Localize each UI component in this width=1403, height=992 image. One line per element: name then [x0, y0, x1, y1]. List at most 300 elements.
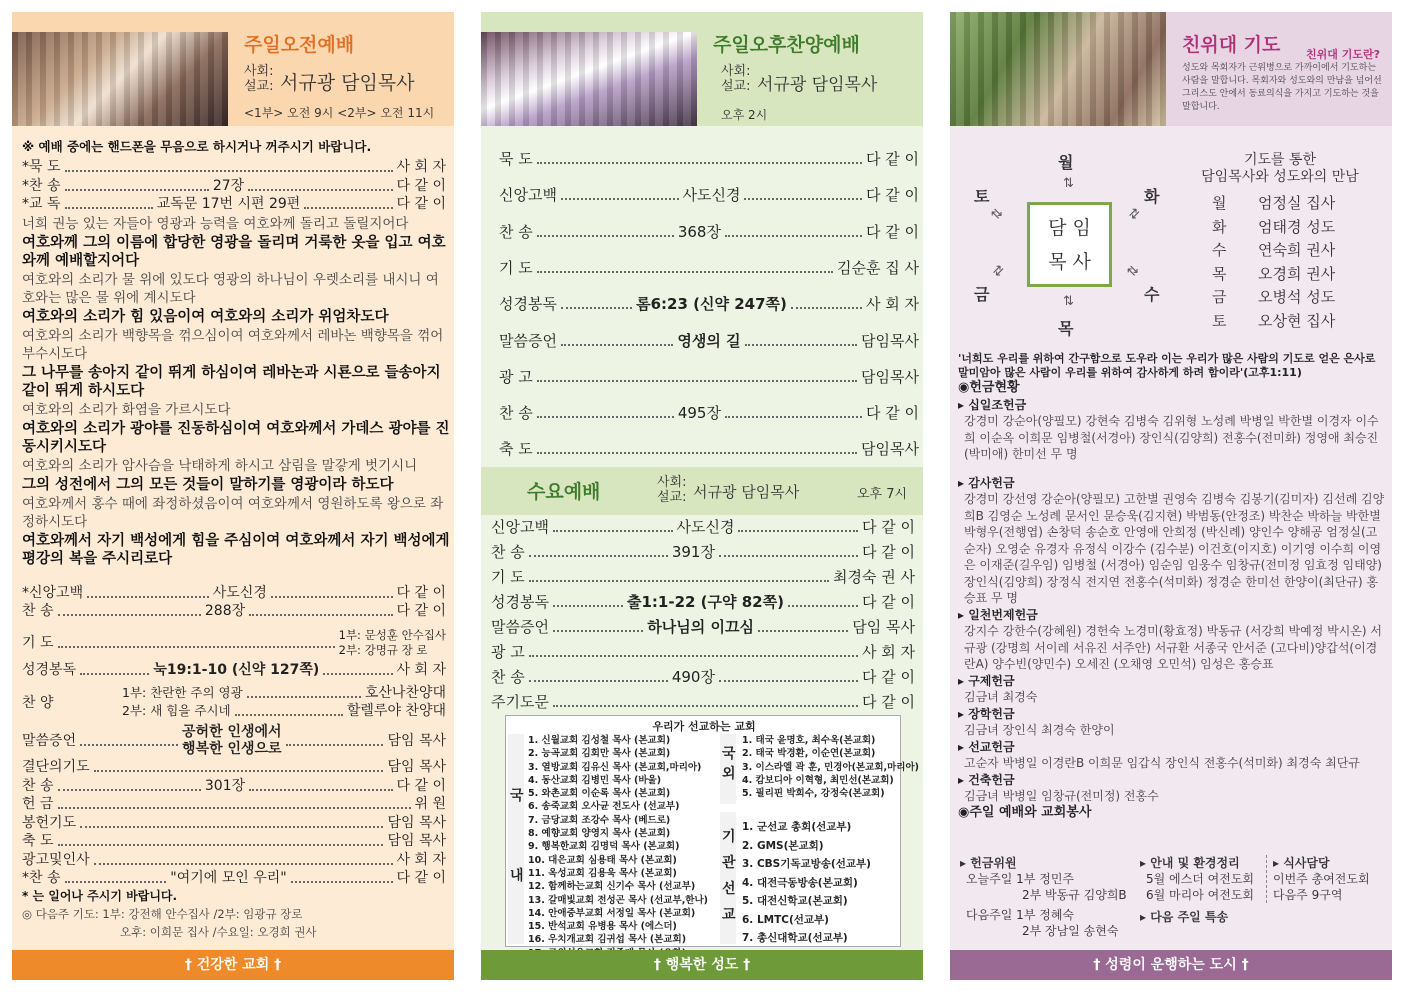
mission-item: 2. 태국 박경환, 이순연(본교회) — [742, 748, 876, 760]
mission-item: 5. 필리핀 박희수, 강정숙(본교회) — [742, 788, 885, 800]
order-row — [491, 568, 915, 586]
roster-day: 월 — [1212, 194, 1227, 212]
dot-leader — [65, 207, 153, 209]
roster-day: 금 — [1212, 288, 1227, 306]
order-row — [499, 150, 919, 168]
dot-leader — [271, 596, 393, 598]
missions-title: 우리가 선교하는 교회 — [652, 720, 756, 733]
order-label: 찬 양 — [22, 695, 54, 711]
dot-leader — [758, 630, 848, 632]
order-content: 301장 — [204, 777, 246, 794]
order-content: 사도신경 — [682, 186, 741, 205]
order-row — [22, 628, 446, 658]
order-label: 광 고 — [491, 643, 525, 661]
dot-leader — [738, 530, 858, 532]
mission-item: 15. 반석교회 유병용 목사 (에스더) — [528, 921, 677, 933]
dot-leader — [537, 162, 862, 164]
order-label: 찬 송 — [491, 668, 525, 686]
choir-song: 2부: 새 힘을 주시네 — [122, 703, 231, 718]
order-row — [22, 195, 446, 213]
dot-leader — [791, 307, 862, 309]
day-fri: 금 — [974, 285, 990, 304]
order-leader: 다 같 이 — [396, 196, 447, 212]
roster-day: 목 — [1212, 264, 1227, 283]
order-label: 기 도 — [491, 568, 525, 586]
responsive-reading: 여호와의 소리가 암사슴을 낙태하게 하시고 삼림을 말갛게 벗기시니 — [22, 458, 418, 474]
meal-head: ▸ 식사담당 — [1273, 856, 1330, 870]
order-row — [499, 295, 919, 313]
mission-item: 7. 금당교회 조강수 목사 (베드로) — [528, 814, 671, 826]
mission-item: 11. 옥성교회 김용욱 목사 (본교회) — [528, 867, 677, 879]
dot-leader — [537, 380, 857, 382]
dot-leader — [561, 307, 632, 309]
prayer-head — [1180, 152, 1380, 186]
committee-head: ▸ 헌금위원 — [960, 856, 1017, 870]
phone-notice: ※ 예배 중에는 핸드폰을 무음으로 하시거나 꺼주시기 바랍니다. — [22, 139, 372, 154]
order-row — [22, 869, 446, 887]
sermon-line: 행복한 인생으로 — [182, 741, 282, 757]
mission-item: 1. 태국 윤명호, 최수옥(본교회) — [742, 735, 876, 746]
mission-item: 16. 우치개교회 김귀섭 목사 (본교회) — [528, 934, 687, 946]
order-leader: 다 같 이 — [862, 668, 916, 686]
order-row — [499, 332, 919, 350]
dot-leader — [65, 170, 393, 172]
panel-title: 주일오전예배 — [244, 34, 355, 56]
order-leader: 담임 목사 — [387, 814, 446, 831]
tithe-head: ▸ 십일조헌금 — [958, 397, 1027, 412]
dot-leader — [537, 452, 857, 454]
next-prayer: 오후: 이희문 집사 /수요일: 오경희 권사 — [120, 925, 317, 939]
guide-line: 6월 마리아 여전도회 — [1146, 888, 1255, 902]
mission-item: 4. 캄보디아 이혁형, 최민선(본교회) — [742, 774, 894, 786]
responsive-reading-bold: 그의 성전에서 그의 모든 것들이 말하기를 영광이라 하도다 — [22, 477, 394, 493]
choir-song: 1부: 찬란한 주의 영광 — [122, 685, 243, 700]
mission-item: 6. 송죽교회 오사균 전도사 (선교부) — [528, 801, 680, 813]
order-leader: 다 같 이 — [396, 177, 447, 194]
order-label: 찬 송 — [491, 543, 525, 561]
roster-row — [1212, 239, 1335, 263]
order-content: 하나님의 이끄심 — [647, 618, 754, 636]
foreign-list — [742, 734, 919, 800]
mission-item: 3. 이스라엘 곽 훈, 민경아(본교회,마리아) — [742, 761, 920, 773]
order-label: *찬 송 — [22, 177, 61, 194]
relief-head: ▸ 구제헌금 — [958, 673, 1015, 688]
description: 성도와 목회자가 근위병으로 가까이에서 기도하는 사람을 말합니다. 목회자와 성도와의 만남을 넘어선 그리스도 안에서 동료의식을 가지고 기도하는 것을 말합니다. — [1182, 63, 1382, 112]
daily-names: 강지수 강한수(강혜원) 경헌숙 노경미(황효정) 박동규 (서강희 박예정 박시온) 서규광 (강명희 서이레 서유진 서주안) 서규환 서종국 안서준 (고다비)양갑석(이경란A) 양수빈(양민수) 오세진 (오채영 오민석) 임성은 홍승표 — [964, 624, 1382, 671]
dot-leader — [553, 705, 858, 707]
order-row — [22, 177, 446, 195]
wednesday-pastor: 서규광 담임목사 — [693, 483, 800, 501]
dot-leader — [323, 673, 392, 675]
dot-leader — [248, 189, 392, 191]
roles-label: 사회: 설교: — [721, 64, 751, 94]
choir-line — [122, 702, 446, 720]
roster-row — [1212, 263, 1335, 287]
dot-leader — [744, 198, 862, 200]
dot-leader — [529, 580, 829, 582]
institution-list — [742, 818, 871, 948]
pastor-name: 서규광 담임목사 — [757, 75, 878, 95]
dot-leader — [58, 614, 201, 616]
order-row — [491, 518, 915, 536]
prayer-line: 1부: 문성훈 안수집사 — [338, 628, 446, 642]
order-label: *묵 도 — [22, 159, 61, 175]
service-head: ◉주일 예배와 교회봉사 — [958, 804, 1092, 820]
order-row — [491, 543, 915, 561]
order-leader: 다 같 이 — [396, 870, 446, 886]
order-leader: 김순훈 집 사 — [837, 258, 919, 277]
order-leader: 사 회 자 — [396, 851, 446, 868]
order-label: 축 도 — [22, 833, 54, 849]
dot-leader — [80, 673, 149, 675]
meal-section — [1266, 855, 1370, 903]
order-label: 성경봉독 — [499, 295, 557, 314]
dot-leader — [561, 344, 673, 346]
wednesday-header — [481, 467, 923, 515]
mission-item: 8. 예향교회 양영지 목사 (본교회) — [528, 828, 671, 840]
next-prayer: ◎ 다음주 기도: 1부: 강전해 안수집사 /2부: 임광규 장로 — [22, 907, 303, 921]
order-leader: 다 같 이 — [866, 404, 920, 423]
dot-leader — [725, 416, 862, 418]
thanks-head: ▸ 감사헌금 — [958, 475, 1015, 490]
order-content: 391장 — [671, 543, 715, 561]
order-label: 찬 송 — [499, 222, 533, 241]
order-row — [499, 368, 919, 386]
order-leader: 위 원 — [414, 796, 446, 812]
order-label: 말씀증언 — [491, 618, 549, 636]
order-leader: 사 회 자 — [861, 643, 915, 661]
dot-leader — [249, 614, 392, 616]
panel-footer: † 행복한 성도 † — [481, 950, 923, 980]
roster-row — [1212, 286, 1335, 310]
order-leader: 담임 목사 — [387, 759, 446, 775]
order-label: 헌 금 — [22, 796, 54, 812]
dot-leader — [537, 235, 674, 237]
mission-item: 1. 신월교회 김성철 목사 (본교회) — [528, 735, 671, 746]
order-row — [22, 832, 446, 850]
order-label: 성경봉독 — [22, 662, 77, 678]
order-leader: 다 같 이 — [396, 603, 447, 619]
order-leader: 담임 목사 — [387, 833, 446, 849]
dot-leader — [65, 189, 209, 191]
order-leader: 다 같 이 — [862, 518, 916, 536]
offering-committee — [960, 855, 1127, 939]
responsive-reading-bold: 여호와의 소리가 광야를 진동하심이여 여호와께서 가데스 광야를 진동시키시도다 — [22, 421, 450, 455]
order-content: 교독문 17번 시편 29편 — [156, 196, 301, 212]
order-row — [499, 440, 919, 458]
mission-item: 6. LMTC(선교부) — [742, 913, 829, 926]
order-label: 결단의기도 — [22, 759, 90, 775]
dot-leader — [65, 881, 167, 883]
order-row — [491, 618, 915, 636]
choir-name: 할렐루야 찬양대 — [346, 703, 446, 719]
panel-footer: † 성령이 운행하는 도시 † — [950, 950, 1392, 980]
dot-leader — [553, 605, 623, 607]
order-label: 말씀증언 — [499, 331, 557, 350]
sunday-morning-panel — [12, 12, 454, 980]
responsive-reading: 여호와의 소리가 백향목을 꺾으심이여 여호와께서 레바논 백향목을 꺾어 부수시도다 — [22, 328, 444, 362]
order-row — [499, 404, 919, 422]
order-leader: 다 같 이 — [396, 777, 447, 794]
order-row — [22, 584, 446, 602]
order-content: 495장 — [677, 404, 721, 423]
guide-head: ▸ 안내 및 환경정리 — [1140, 856, 1240, 870]
order-label: 광 고 — [499, 367, 533, 386]
order-leader: 담임 목사 — [852, 618, 916, 636]
order-label: 찬 송 — [22, 777, 54, 794]
order-row — [491, 693, 915, 711]
mission-item: 13. 갈매빛교회 전성곤 목사 (선교부,한나) — [528, 894, 709, 906]
roster-row — [1212, 216, 1335, 240]
roster-day: 토 — [1212, 311, 1227, 330]
mission-item: 7. 총신대학교(선교부) — [742, 932, 848, 944]
prayer-head-line: 담임목사와 성도와의 만남 — [1201, 169, 1359, 185]
meal-line: 이번주 총여전도회 — [1273, 872, 1370, 886]
roster-row — [1212, 192, 1335, 216]
dot-leader — [94, 770, 384, 772]
order-leader: 사 회 자 — [396, 662, 447, 678]
order-leader: 다 같 이 — [866, 222, 920, 241]
order-content: 사도신경 — [212, 585, 267, 601]
dot-leader — [304, 207, 392, 209]
foreign-label: 국 외 — [722, 746, 736, 782]
order-row — [491, 593, 915, 611]
committee-line: 다음주일 1부 정혜숙 — [966, 908, 1075, 922]
build-names: 김금녀 박병일 임창규(전미정) 전홍수 — [964, 789, 1159, 803]
mission-names: 고순자 박병일 이경란B 이희문 임갑식 장인식 전홍수(석미화) 최경숙 최단규 — [964, 756, 1360, 770]
arrow-icon: ⇅ — [988, 205, 1007, 224]
missions-box — [505, 715, 920, 947]
prayer-panel — [950, 12, 1392, 980]
arrow-icon: ⇅ — [1124, 262, 1143, 281]
order-row — [499, 186, 919, 204]
relief-names: 김금녀 최경숙 — [964, 690, 1038, 704]
responsive-reading-bold: 여호와께서 자기 백성에게 힘을 주심이여 여호와께서 자기 백성에게 평강의 복을 주시리로다 — [22, 533, 450, 567]
panel-header — [950, 12, 1392, 126]
pastor-box: 담 임 목 사 — [1027, 202, 1112, 287]
order-row — [491, 668, 915, 686]
order-row — [22, 602, 446, 620]
next-special-head: ▸ 다음 주일 특송 — [1140, 910, 1229, 924]
dot-leader — [553, 630, 643, 632]
meal-line: 다음주 9구역 — [1273, 888, 1343, 902]
order-content: "여기에 모인 우리" — [170, 870, 287, 886]
dot-leader — [537, 416, 674, 418]
responsive-reading: 너희 권능 있는 자들아 영광과 능력을 여호와께 돌리고 돌릴지어다 — [22, 216, 409, 232]
arrow-icon: ⇅ — [1124, 205, 1143, 224]
mission-item: 10. 대은교회 심용태 목사 (본교회) — [528, 854, 677, 866]
mission-item: 2. 능곡교회 김회만 목사 (본교회) — [528, 748, 671, 760]
question-label: 친위대 기도란? — [1306, 48, 1380, 61]
dot-leader — [553, 530, 673, 532]
order-row — [491, 643, 915, 661]
dot-leader — [286, 744, 384, 746]
panel-title: 친위대 기도 — [1182, 34, 1281, 56]
mission-item: 1. 군선교 총회(선교부) — [742, 821, 852, 833]
day-mon: 월 — [1058, 153, 1074, 172]
panel-title: 주일오후찬양예배 — [713, 34, 860, 56]
stand-note: * 는 일어나 주시기 바랍니다. — [22, 889, 178, 903]
dot-leader — [529, 555, 668, 557]
order-label: 주기도문 — [491, 693, 549, 711]
institution-label: 기 관 선 교 — [722, 829, 736, 923]
dot-leader — [235, 714, 343, 716]
order-content: 288장 — [204, 603, 246, 619]
order-label: 찬 송 — [22, 603, 54, 619]
choir-photo — [12, 32, 228, 126]
mission-item: 2. GMS(본교회) — [742, 839, 824, 852]
order-content: 롬6:23 (신약 247쪽) — [636, 295, 787, 314]
prayer-line: 2부: 강명규 장 로 — [338, 643, 428, 657]
wednesday-roles: 사회: 설교: — [657, 475, 687, 505]
order-leader: 다 같 이 — [862, 593, 916, 611]
domestic-list — [528, 734, 708, 960]
dot-leader — [529, 655, 858, 657]
mission-item: 4. 동산교회 김병민 목사 (바울) — [528, 774, 662, 786]
order-leader: 사 회 자 — [866, 295, 920, 314]
dot-leader — [537, 271, 833, 273]
pastor-name: 서규광 담임목사 — [280, 72, 415, 94]
order-leader: 최경숙 권 사 — [833, 568, 915, 586]
panel-footer: † 건강한 교회 † — [12, 950, 454, 980]
scholar-names: 김금녀 장인식 최경숙 한양이 — [964, 723, 1115, 737]
order-leader: 다 같 이 — [396, 585, 447, 601]
dot-leader — [529, 680, 668, 682]
mission-item: 5. 와촌교회 이순록 목사 (본교회) — [528, 788, 671, 800]
order-label: 기 도 — [22, 635, 54, 651]
dot-leader — [87, 596, 209, 598]
arrow-icon: ⇅ — [1063, 294, 1074, 309]
responsive-reading: 여호와의 소리가 화염을 가르시도다 — [22, 402, 231, 418]
order-label: 봉헌기도 — [22, 814, 77, 831]
order-content: 영생의 길 — [677, 331, 741, 350]
responsive-reading: 여호와의 소리가 물 위에 있도다 영광의 하나님이 우렛소리를 내시니 여호와는 많은 물 위에 계시도다 — [22, 272, 439, 306]
dot-leader — [788, 605, 858, 607]
guide-line: 5월 에스더 여전도회 — [1146, 872, 1255, 886]
scholar-head: ▸ 장학헌금 — [958, 706, 1015, 721]
dot-leader — [719, 555, 858, 557]
order-row — [499, 223, 919, 241]
order-label: 묵 도 — [499, 150, 533, 168]
mission-item: 14. 안애중부교회 서정일 목사 (본교회) — [528, 907, 696, 919]
order-leader: 담임목사 — [861, 331, 919, 350]
order-label: 말씀증언 — [22, 733, 77, 749]
roster-name: 오상현 집사 — [1258, 311, 1336, 330]
service-time: 오후 2시 — [721, 108, 768, 122]
mission-item: 4. 대전극동방송(본교회) — [742, 876, 858, 889]
order-row — [22, 758, 446, 776]
responsive-reading-bold: 여호와의 소리가 힘 있음이여 여호와의 소리가 위엄차도다 — [22, 309, 389, 325]
roster-row — [1212, 310, 1335, 334]
order-content: 27장 — [212, 177, 245, 194]
roster-day: 수 — [1212, 241, 1227, 259]
dot-leader — [745, 344, 857, 346]
order-content: 368장 — [677, 222, 721, 241]
order-leader — [339, 628, 446, 658]
day-thu: 목 — [1058, 319, 1074, 338]
order-label: 축 도 — [499, 440, 533, 459]
responsive-reading-bold: 그 나무를 송아지 같이 뛰게 하심이여 레바논과 시룐으로 들송아지 같이 뛰게 하시도다 — [22, 365, 441, 399]
dot-leader — [58, 844, 384, 846]
offering-head: ◉헌금현황 — [958, 380, 1020, 395]
choir-photo — [481, 32, 697, 126]
arrow-icon: ⇅ — [988, 262, 1007, 281]
roster-name: 엄정실 집사 — [1258, 194, 1336, 212]
day-sat: 토 — [974, 187, 990, 206]
mission-item: 5. 대전신학교(본교회) — [742, 895, 848, 907]
prayer-photo — [950, 12, 1166, 126]
order-label: 신앙고백 — [491, 518, 549, 536]
dot-leader — [291, 881, 393, 883]
order-row — [22, 724, 446, 758]
roster-name: 엄태경 성도 — [1258, 217, 1336, 236]
dot-leader — [247, 696, 361, 698]
mission-item: 9. 행복한교회 김명덕 목사 (본교회) — [528, 841, 680, 853]
thanks-names: 강경미 강선영 강순아(양필모) 고한별 권영숙 김병숙 김봉기(김미자) 김선례 김양희B 김영순 노성례 문서인 문승욱(김지현) 박범동(안정조) 박찬순 박하늘 박한별 박형우(전행엽) 손창덕 송순호 안영애 안희정 (박신례) 양인수 양해공 엄정실(고순자) 오영순 유경자 유정식 이강수 (김수분) 이건호(이지호) 이기영 이수희 이영은 이재준(길우임) 임병철 (서경아) 임순임 임웅수 임창규(전미정 임효정 임태양) 장인식(김양희) 장정식 전지연 전홍수(석미화) 정경순 한미선 한양이(최단규) 홍승표 무 명 — [964, 492, 1385, 605]
order-label: *찬 송 — [22, 870, 61, 886]
roster-name: 연숙희 권사 — [1258, 241, 1336, 259]
order-label: 신앙고백 — [499, 186, 557, 205]
order-row — [22, 851, 446, 869]
responsive-reading: 여호와께서 홍수 때에 좌정하셨음이여 여호와께서 영원하도록 왕으로 좌정하시도다 — [22, 496, 444, 530]
scripture-verse: '너희도 우리를 위하여 간구함으로 도우라 이는 우리가 많은 사람의 기도로 얻은 은사로 말미암아 많은 사람이 우리를 위하여 감사하게 하려 함이라'(고후1:11) — [958, 352, 1376, 379]
mission-item: 12. 함께하는교회 신기수 목사 (선교부) — [528, 881, 696, 893]
dot-leader — [725, 235, 862, 237]
order-label: 찬 송 — [499, 404, 533, 423]
committee-line: 2부 박동규 김양희B — [1022, 888, 1127, 902]
order-content: 사도신경 — [676, 518, 735, 536]
arrow-icon: ⇅ — [1063, 176, 1074, 191]
order-leader: 담임 목사 — [387, 733, 447, 749]
offering-list — [958, 380, 1388, 821]
order-leader: 다 같 이 — [866, 186, 920, 205]
dot-leader — [561, 198, 679, 200]
sunday-afternoon-panel — [481, 12, 923, 980]
sermon-title — [182, 724, 282, 758]
order-label: *신앙고백 — [22, 585, 84, 601]
build-head: ▸ 건축헌금 — [958, 772, 1015, 787]
committee-line: 오늘주일 1부 정민주 — [966, 872, 1075, 886]
sermon-line: 공허한 인생에서 — [182, 724, 282, 740]
order-label: 기 도 — [499, 258, 533, 277]
day-tue: 화 — [1144, 187, 1160, 206]
day-wed: 수 — [1144, 285, 1160, 304]
roster-name: 오경희 권사 — [1258, 264, 1336, 283]
order-leader: 사 회 자 — [396, 159, 446, 175]
wednesday-title: 수요예배 — [527, 481, 601, 503]
panel-header — [481, 12, 923, 126]
guide-section — [1140, 855, 1254, 925]
wednesday-time: 오후 7시 — [857, 487, 908, 502]
choir-line — [122, 684, 446, 702]
order-row — [22, 795, 446, 813]
order-label: *교 독 — [22, 196, 61, 212]
responsive-reading-bold: 여호와께 그의 이름에 합당한 영광을 돌리며 거룩한 옷을 입고 여호와께 예배할지어다 — [22, 235, 446, 269]
mission-item: 3. CBS기독교방송(선교부) — [742, 858, 871, 870]
order-leader: 다 같 이 — [862, 543, 916, 561]
dot-leader — [58, 789, 201, 791]
order-content: 눅19:1-10 (신약 127쪽) — [153, 662, 320, 678]
roles-label: 사회: 설교: — [244, 64, 274, 94]
dot-leader — [249, 789, 392, 791]
order-leader: 다 같 이 — [865, 150, 919, 168]
order-row — [22, 158, 446, 176]
committee-line: 2부 장남일 송현숙 — [1022, 924, 1119, 938]
prayer-head-line: 기도를 통한 — [1243, 152, 1317, 168]
domestic-label: 국 내 — [510, 788, 524, 884]
order-leader: 다 같 이 — [861, 693, 915, 711]
roster-name: 오병석 성도 — [1258, 288, 1336, 306]
